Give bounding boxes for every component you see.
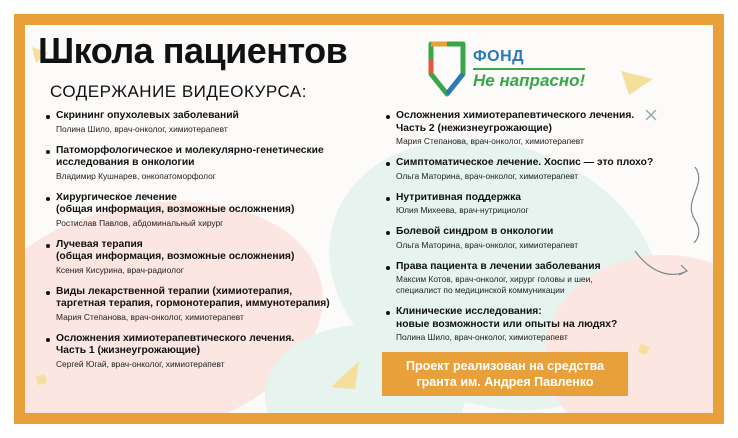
list-item — [386, 226, 686, 251]
list-item — [46, 333, 366, 370]
item-author-line: Юлия Михеева, врач-нутрициолог — [396, 205, 529, 215]
list-item — [46, 239, 366, 276]
list-item — [386, 157, 686, 182]
item-title-line: Виды лекарственной терапии (химиотерапия, — [56, 285, 293, 297]
item-title-line: Осложнения химиотерапевтического лечения. — [56, 332, 295, 344]
item-title-line: (общая информация, возможные осложнения) — [56, 204, 295, 215]
list-item — [46, 286, 366, 323]
triangle-decoration-icon — [617, 65, 657, 99]
item-author-line: Ксения Кисурина, врач-радиолог — [56, 264, 184, 275]
item-author-line: Полина Шило, врач-онколог, химиотерапевт — [396, 332, 568, 342]
item-title-line: (общая информация, возможные осложнения) — [56, 251, 295, 262]
item-title-line: Права пациента в лечении заболевания — [396, 260, 601, 272]
item-title-line: таргетная терапия, гормонотерапия, иммунотерапия) — [56, 298, 330, 309]
item-author-line: Ольга Маторина, врач-онколог, химиотерапевт — [396, 239, 579, 250]
item-author-line: специалист по медицинской коммуникации — [396, 285, 565, 295]
item-title-line: исследования в онкологии — [56, 157, 195, 168]
course-list-left — [46, 110, 366, 380]
page-title: Школа пациентов — [38, 30, 348, 71]
logo-shield-icon — [425, 40, 469, 98]
item-author-line: Ольга Маторина, врач-онколог, химиотерапевт — [396, 170, 579, 181]
list-item — [46, 110, 366, 135]
item-title-line: Часть 1 (жизнеугрожающие) — [56, 345, 201, 356]
grant-line: гранта им. Андрея Павленко — [416, 375, 594, 389]
grant-banner — [382, 352, 628, 396]
logo-line-1: ФОНД — [473, 48, 525, 65]
item-title-line: Нутритивная поддержка — [396, 191, 521, 203]
item-title-line: новые возможности или опыты на людях? — [396, 318, 618, 330]
item-title-line: Клинические исследования: — [396, 306, 542, 317]
list-item — [46, 145, 366, 182]
item-title-line: Часть 2 (нежизнеугрожающие) — [396, 122, 552, 134]
item-title-line: Патоморфологическое и молекулярно-генетические — [56, 144, 324, 156]
list-item — [46, 192, 366, 229]
item-title-line: Симптоматическое лечение. Хоспис — это плохо? — [396, 157, 654, 168]
item-author-line: Мария Степанова, врач-онколог, химиотерапевт — [56, 311, 244, 322]
fund-logo — [425, 40, 615, 100]
item-title-line: Лучевая терапия — [56, 238, 143, 250]
list-item — [386, 110, 686, 147]
item-author-line: Сергей Югай, врач-онколог, химиотерапевт — [56, 358, 225, 369]
grant-line: Проект реализован на средства — [405, 359, 605, 373]
item-author-line: Максим Котов, врач-онколог, хирург головы и шеи, — [396, 274, 593, 284]
list-item — [386, 261, 686, 297]
list-item — [386, 192, 686, 217]
item-author-line: Владимир Кушнарев, онкопатоморфолог — [56, 170, 216, 181]
item-title-line: Скрининг опухолевых заболеваний — [56, 110, 239, 121]
logo-line-2: Не напрасно! — [473, 68, 585, 91]
list-item — [386, 306, 686, 343]
course-list-right — [386, 110, 686, 353]
item-title-line: Болевой синдром в онкологии — [396, 226, 554, 237]
item-author-line: Ростислав Павлов, абдоминальный хирург — [56, 217, 224, 228]
page-subtitle: СОДЕРЖАНИЕ ВИДЕОКУРСА: — [50, 82, 307, 101]
item-title-line: Осложнения химиотерапевтического лечения. — [396, 110, 635, 121]
item-author-line: Полина Шило, врач-онколог, химиотерапевт — [56, 123, 228, 134]
item-title-line: Хирургическое лечение — [56, 191, 177, 203]
item-author-line: Мария Степанова, врач-онколог, химиотерапевт — [396, 136, 584, 146]
